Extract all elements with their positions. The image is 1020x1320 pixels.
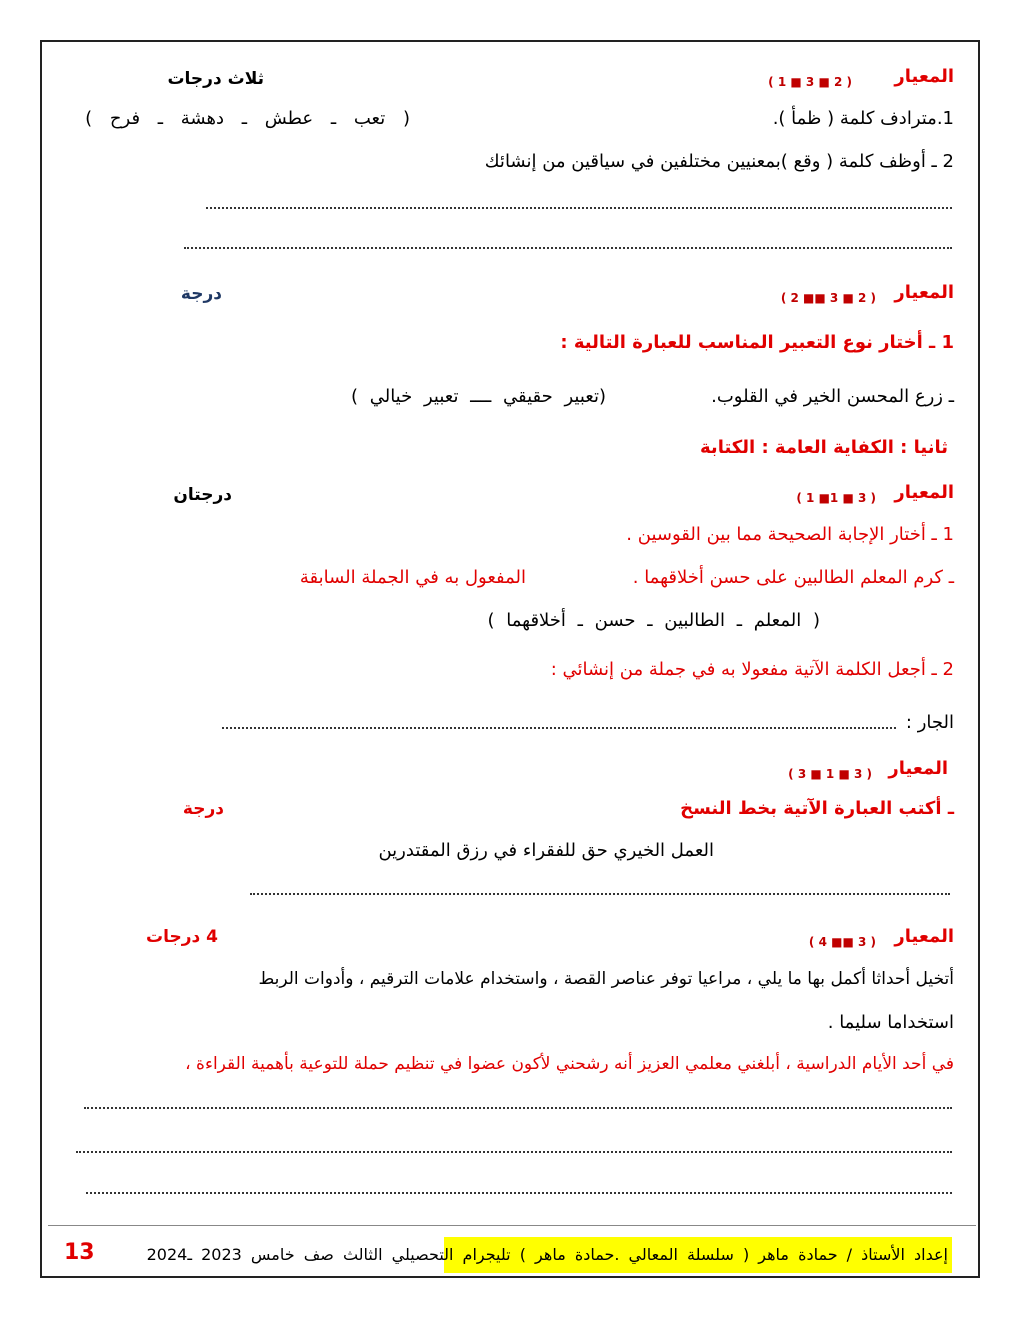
question-1-1-options: ( تعب ـ عطش ـ دهشة ـ فرح ) [85, 108, 410, 129]
question-1-1: 1.مترادف كلمة ( ظمأ ). [772, 108, 954, 129]
story-start: في أحد الأيام الدراسية ، أبلغني معلمي العزيز أنه رشحني لأكون عضوا في تنظيم حملة للتوعية بأهمية القراءة ، [185, 1054, 954, 1074]
grade-4: درجة [182, 799, 224, 819]
footer-divider [48, 1225, 976, 1226]
options-2: (تعبير حقيقي ــــ تعبير خيالي ) [350, 386, 606, 407]
criterion-code-1: ( 2 ■ 3 ■ 1 ) [768, 75, 852, 89]
criterion-label-4: المعيار [888, 758, 948, 779]
criterion-code-5: ( 3 ■■ 4 ) [808, 935, 876, 949]
criterion-label-3: المعيار [894, 482, 954, 503]
criterion-label-5: المعيار [894, 926, 954, 947]
answer-line[interactable] [222, 727, 896, 729]
phrase-4: العمل الخيري حق للفقراء في رزق المقتدرين [378, 840, 714, 861]
part-2-title: ثانيا : الكفاية العامة : الكتابة [700, 437, 948, 458]
grade-2: درجة [180, 284, 222, 304]
answer-line[interactable] [76, 1151, 952, 1153]
question-3-2: 2 ـ أجعل الكلمة الآتية مفعولا به في جملة من إنشائي : [550, 659, 954, 680]
criterion-code-3: ( 3 ■ 1■ 1 ) [796, 491, 876, 505]
question-2-1: 1 ـ أختار نوع التعبير المناسب للعبارة التالية : [560, 332, 954, 353]
criterion-code-2: ( 2 ■ 3 ■■ 2 ) [780, 291, 876, 305]
criterion-label-2: المعيار [894, 282, 954, 303]
question-3-target: المفعول به في الجملة السابقة [299, 567, 526, 588]
word-3: الجار : [905, 712, 954, 733]
answer-line[interactable] [84, 1107, 952, 1109]
options-3: ( المعلم ـ الطالبين ـ حسن ـ أخلاقهما ) [487, 610, 820, 631]
question-5-line-2: استخداما سليما . [827, 1012, 954, 1033]
question-4: ـ أكتب العبارة الآتية بخط النسخ [680, 798, 954, 819]
question-3-1: 1 ـ أختار الإجابة الصحيحة مما بين القوسين . [626, 524, 954, 545]
grade-1: ثلاث درجات [167, 69, 264, 89]
sentence-3: ـ كرم المعلم الطالبين على حسن أخلاقهما . [632, 567, 954, 588]
sentence-2: ـ زرع المحسن الخير في القلوب. [711, 386, 954, 407]
answer-line[interactable] [206, 207, 952, 209]
grade-3: درجتان [173, 485, 232, 505]
footer-text: إعداد الأستاذ / حمادة ماهر ( سلسلة المعالي .حمادة ماهر ) تليجرام التحصيلي الثالث صف خامس 2023 ـ2024 [146, 1245, 948, 1264]
answer-line[interactable] [184, 247, 952, 249]
grade-5: 4 درجات [146, 927, 218, 947]
page-number: 13 [64, 1240, 95, 1265]
criterion-label-1: المعيار [894, 66, 954, 87]
answer-line[interactable] [250, 893, 950, 895]
criterion-code-4: ( 3 ■ 1 ■ 3 ) [788, 767, 872, 781]
question-1-2: 2 ـ أوظف كلمة ( وقع )بمعنيين مختلفين في سياقين من إنشائك [484, 151, 954, 172]
answer-line[interactable] [86, 1192, 952, 1194]
question-5-line-1: أتخيل أحداثا أكمل بها ما يلي ، مراعيا توفر عناصر القصة ، واستخدام علامات الترقيم ، وأدوات الربط [258, 969, 954, 989]
